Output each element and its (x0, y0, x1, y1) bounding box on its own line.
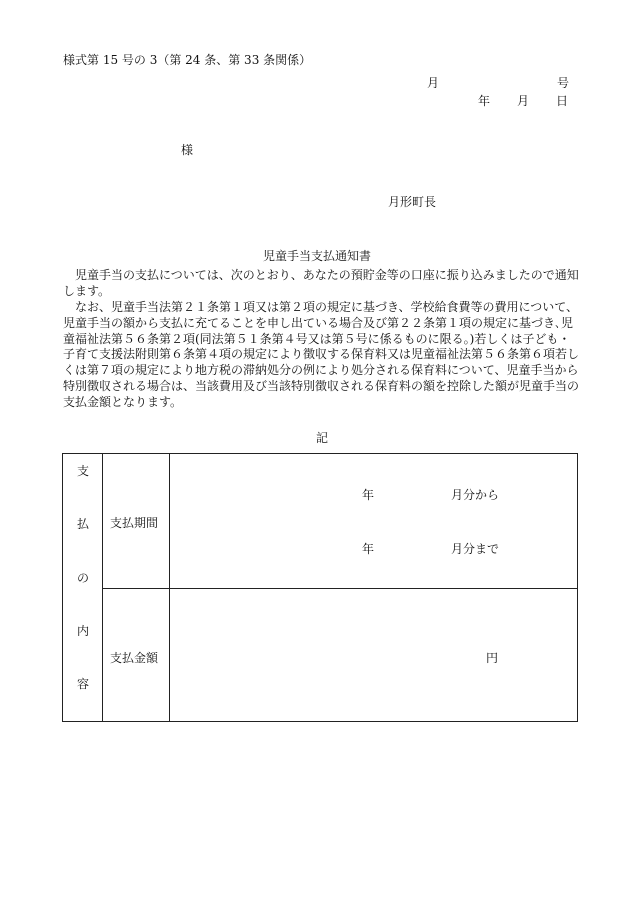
document-number-month: 月 (427, 76, 440, 90)
period-from-year: 年 (362, 488, 375, 502)
sender-name: 月形町長 (388, 195, 437, 209)
amount-unit-yen: 円 (486, 651, 499, 665)
body-paragraph-2: なお、児童手当法第２１条第１項又は第２項の規定に基づき、学校給食費等の費用について、児童手当の額から支払に充てることを申し出ている場合及び第２２条第１項の規定に基づき､児童福祉法第５６条第２項(同法第５１条第４号又は第５号に係るものに限る。)若しくは子ども・子育て支援法附則第６条第４項の規定により徴収する保育料又は児童福祉法第５６条第６項若しくは第７項の規定により地方税の滞納処分の例により処分される保育料について、児童手当から特別徴収される場合は、当該費用及び当該特別徴収される保育料の額を控除した額が児童手当の支払金額となります。 (63, 300, 580, 409)
period-to-month: 月分まで (451, 542, 500, 556)
ki-heading: 記 (316, 431, 329, 445)
date-month: 月 (517, 94, 530, 108)
addressee-honorific: 様 (181, 143, 194, 157)
payment-period-label: 支払期間 (110, 516, 159, 530)
vertical-label-char: 容 (77, 677, 90, 691)
payment-details-table (62, 453, 578, 722)
vertical-label-char: の (77, 571, 90, 585)
date-year: 年 (478, 94, 491, 108)
period-from-month: 月分から (451, 488, 500, 502)
date-day: 日 (556, 94, 569, 108)
payment-amount-label: 支払金額 (110, 651, 159, 665)
body-paragraph-1: 児童手当の支払については、次のとおり、あなたの預貯金等の口座に振り込みましたので通知します。 (63, 268, 579, 298)
vertical-label-char: 内 (77, 624, 90, 638)
document-number-suffix: 号 (557, 76, 570, 90)
form-number: 様式第 15 号の 3（第 24 条、第 33 条関係） (63, 53, 312, 67)
vertical-label-char: 支 (77, 464, 90, 478)
document-title: 児童手当支払通知書 (263, 249, 372, 263)
period-to-year: 年 (362, 542, 375, 556)
vertical-label-char: 払 (77, 517, 90, 531)
table-divider (102, 588, 577, 589)
